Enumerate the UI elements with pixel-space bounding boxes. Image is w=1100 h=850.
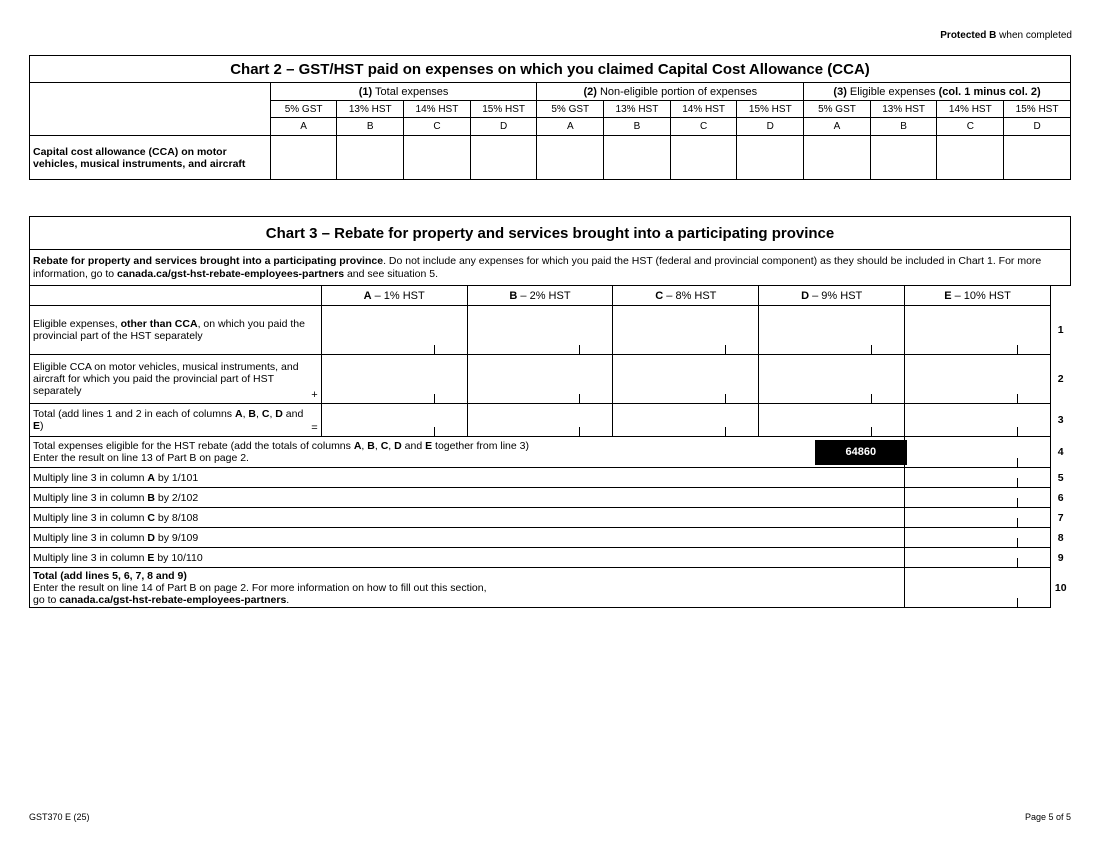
line-1-label: Eligible expenses, other than CCA, on which you paid the provincial part of the HST separately xyxy=(30,306,322,355)
chart-2-column-letter: C xyxy=(937,118,1004,136)
line-6-input[interactable] xyxy=(905,488,1051,508)
line-8-input[interactable] xyxy=(905,528,1051,548)
chart-2-input-3b[interactable] xyxy=(870,136,937,180)
line-10-label: Total (add lines 5, 6, 7, 8 and 9) Enter the result on line 14 of Part B on page 2. For more information on how to fill out this section, go to canada.ca/gst-hst-rebate-employees-partners. xyxy=(30,568,905,608)
line-2-input-c[interactable] xyxy=(613,355,759,404)
line-6-label: Multiply line 3 in column B by 2/102 xyxy=(30,488,905,508)
chart-2-subheader: 14% HST xyxy=(670,101,737,118)
chart-2-column-letter: B xyxy=(337,118,404,136)
line-1-input-e[interactable] xyxy=(905,306,1051,355)
line-number-9: 9 xyxy=(1057,551,1064,564)
chart-2-input-3d[interactable] xyxy=(1004,136,1071,180)
chart-2-group-total-expenses: (1) Total expenses xyxy=(270,83,537,101)
line-number-10: 10 xyxy=(1054,581,1067,594)
chart-2-input-1d[interactable] xyxy=(470,136,537,180)
chart-3-col-header-c: C – 8% HST xyxy=(613,286,759,306)
line-4-code-cell xyxy=(759,437,905,468)
chart-2-input-3c[interactable] xyxy=(937,136,1004,180)
line-9-input[interactable] xyxy=(905,548,1051,568)
chart-2-input-1b[interactable] xyxy=(337,136,404,180)
page-number: Page 5 of 5 xyxy=(1024,812,1071,822)
line-1-input-c[interactable] xyxy=(613,306,759,355)
chart-2-subheader: 13% HST xyxy=(337,101,404,118)
line-3-input-b[interactable] xyxy=(467,404,613,437)
chart-2-subheader: 15% HST xyxy=(737,101,804,118)
chart-2-subheader: 13% HST xyxy=(604,101,671,118)
chart-2-input-1c[interactable] xyxy=(404,136,471,180)
chart-2-column-letter: B xyxy=(604,118,671,136)
line-2-label: Eligible CCA on motor vehicles, musical instruments, and aircraft for which you paid the provincial part of HST separately + xyxy=(30,355,322,404)
line-7-input[interactable] xyxy=(905,508,1051,528)
chart-3-col-header-d: D – 9% HST xyxy=(759,286,905,306)
line-number-1: 1 xyxy=(1057,324,1064,336)
line-2-input-b[interactable] xyxy=(467,355,613,404)
chart-2-input-3a[interactable] xyxy=(804,136,871,180)
line-10-link[interactable]: canada.ca/gst-hst-rebate-employees-partners xyxy=(59,593,287,606)
chart-2-subheader: 14% HST xyxy=(404,101,471,118)
line-number-2: 2 xyxy=(1057,373,1064,385)
line-4-input[interactable] xyxy=(905,437,1051,468)
line-1-input-b[interactable] xyxy=(467,306,613,355)
line-number-6: 6 xyxy=(1057,491,1064,504)
chart-3-intro-link[interactable]: canada.ca/gst-hst-rebate-employees-partners xyxy=(117,268,345,280)
chart-3-col-header-b: B – 2% HST xyxy=(467,286,613,306)
chart-2-group-eligible: (3) Eligible expenses (col. 1 minus col. 2) xyxy=(804,83,1071,101)
line-number-4: 4 xyxy=(1057,446,1064,458)
line-1-input-d[interactable] xyxy=(759,306,905,355)
chart-2-input-2b[interactable] xyxy=(604,136,671,180)
line-5-label: Multiply line 3 in column A by 1/101 xyxy=(30,468,905,488)
chart-2-column-letter: C xyxy=(404,118,471,136)
line-9-label: Multiply line 3 in column E by 10/110 xyxy=(30,548,905,568)
line-7-label: Multiply line 3 in column C by 8/108 xyxy=(30,508,905,528)
chart-2-column-letter: D xyxy=(1004,118,1071,136)
chart-2-column-letter: C xyxy=(670,118,737,136)
line-code-box-64860: 64860 xyxy=(815,440,907,465)
line-3-input-a[interactable] xyxy=(321,404,467,437)
line-1-input-a[interactable] xyxy=(321,306,467,355)
chart-2-subheader: 15% HST xyxy=(470,101,537,118)
chart-2-column-letter: B xyxy=(870,118,937,136)
chart-3-col-header-e: E – 10% HST xyxy=(905,286,1051,306)
chart-2-row-label-cca: Capital cost allowance (CCA) on motor vehicles, musical instruments, and aircraft xyxy=(30,136,271,180)
chart-2-table xyxy=(29,55,1071,180)
line-number-3: 3 xyxy=(1057,414,1064,426)
chart-2-subheader: 5% GST xyxy=(270,101,337,118)
chart-2-column-letter: D xyxy=(737,118,804,136)
chart-2-input-2c[interactable] xyxy=(670,136,737,180)
line-number-spacer xyxy=(1050,286,1070,306)
chart-2-subheader: 13% HST xyxy=(870,101,937,118)
protected-b-label: Protected B when completed xyxy=(940,30,1072,41)
chart-2-title: Chart 2 – GST/HST paid on expenses on which you claimed Capital Cost Allowance (CCA) xyxy=(30,56,1071,83)
chart-2-group-non-eligible: (2) Non-eligible portion of expenses xyxy=(537,83,804,101)
chart-3-title: Chart 3 – Rebate for property and services brought into a participating province xyxy=(30,217,1071,250)
line-number-8: 8 xyxy=(1057,531,1064,544)
line-2-input-d[interactable] xyxy=(759,355,905,404)
line-4-label: Total expenses eligible for the HST rebate (add the totals of columns A, B, C, D and E together from line 3) Enter the result on line 13 of Part B on page 2. xyxy=(30,437,759,468)
chart-2-subheader: 5% GST xyxy=(804,101,871,118)
chart-3-table xyxy=(29,216,1071,608)
chart-2-column-letter: A xyxy=(804,118,871,136)
form-id: GST370 E (25) xyxy=(29,812,90,822)
chart-2-subheader: 15% HST xyxy=(1004,101,1071,118)
line-10-input[interactable] xyxy=(905,568,1051,608)
line-2-input-a[interactable] xyxy=(321,355,467,404)
line-number-5: 5 xyxy=(1057,471,1064,484)
chart-2-corner-cell xyxy=(30,83,271,136)
chart-2-input-1a[interactable] xyxy=(270,136,337,180)
chart-2-column-letter: A xyxy=(537,118,604,136)
chart-2-input-2a[interactable] xyxy=(537,136,604,180)
chart-3-corner-cell xyxy=(30,286,322,306)
line-2-input-e[interactable] xyxy=(905,355,1051,404)
chart-3-intro: Rebate for property and services brought into a participating province. Do not include any expenses for which you paid the HST (federal and provincial component) as they should be included in Chart 1. For more information, go to canada.ca/gst-hst-rebate-employees-partners and see situation 5. xyxy=(30,250,1071,286)
line-3-input-e[interactable] xyxy=(905,404,1051,437)
chart-2-column-letter: A xyxy=(270,118,337,136)
equals-operator: = xyxy=(311,422,318,434)
chart-2-column-letter: D xyxy=(470,118,537,136)
line-3-input-c[interactable] xyxy=(613,404,759,437)
plus-operator: + xyxy=(311,389,318,401)
chart-2-subheader: 5% GST xyxy=(537,101,604,118)
line-3-input-d[interactable] xyxy=(759,404,905,437)
chart-3-col-header-a: A – 1% HST xyxy=(321,286,467,306)
chart-2-input-2d[interactable] xyxy=(737,136,804,180)
line-3-label: Total (add lines 1 and 2 in each of columns A, B, C, D and E) = xyxy=(30,404,322,437)
line-8-label: Multiply line 3 in column D by 9/109 xyxy=(30,528,905,548)
chart-2-subheader: 14% HST xyxy=(937,101,1004,118)
line-number-7: 7 xyxy=(1057,511,1064,524)
line-5-input[interactable] xyxy=(905,468,1051,488)
